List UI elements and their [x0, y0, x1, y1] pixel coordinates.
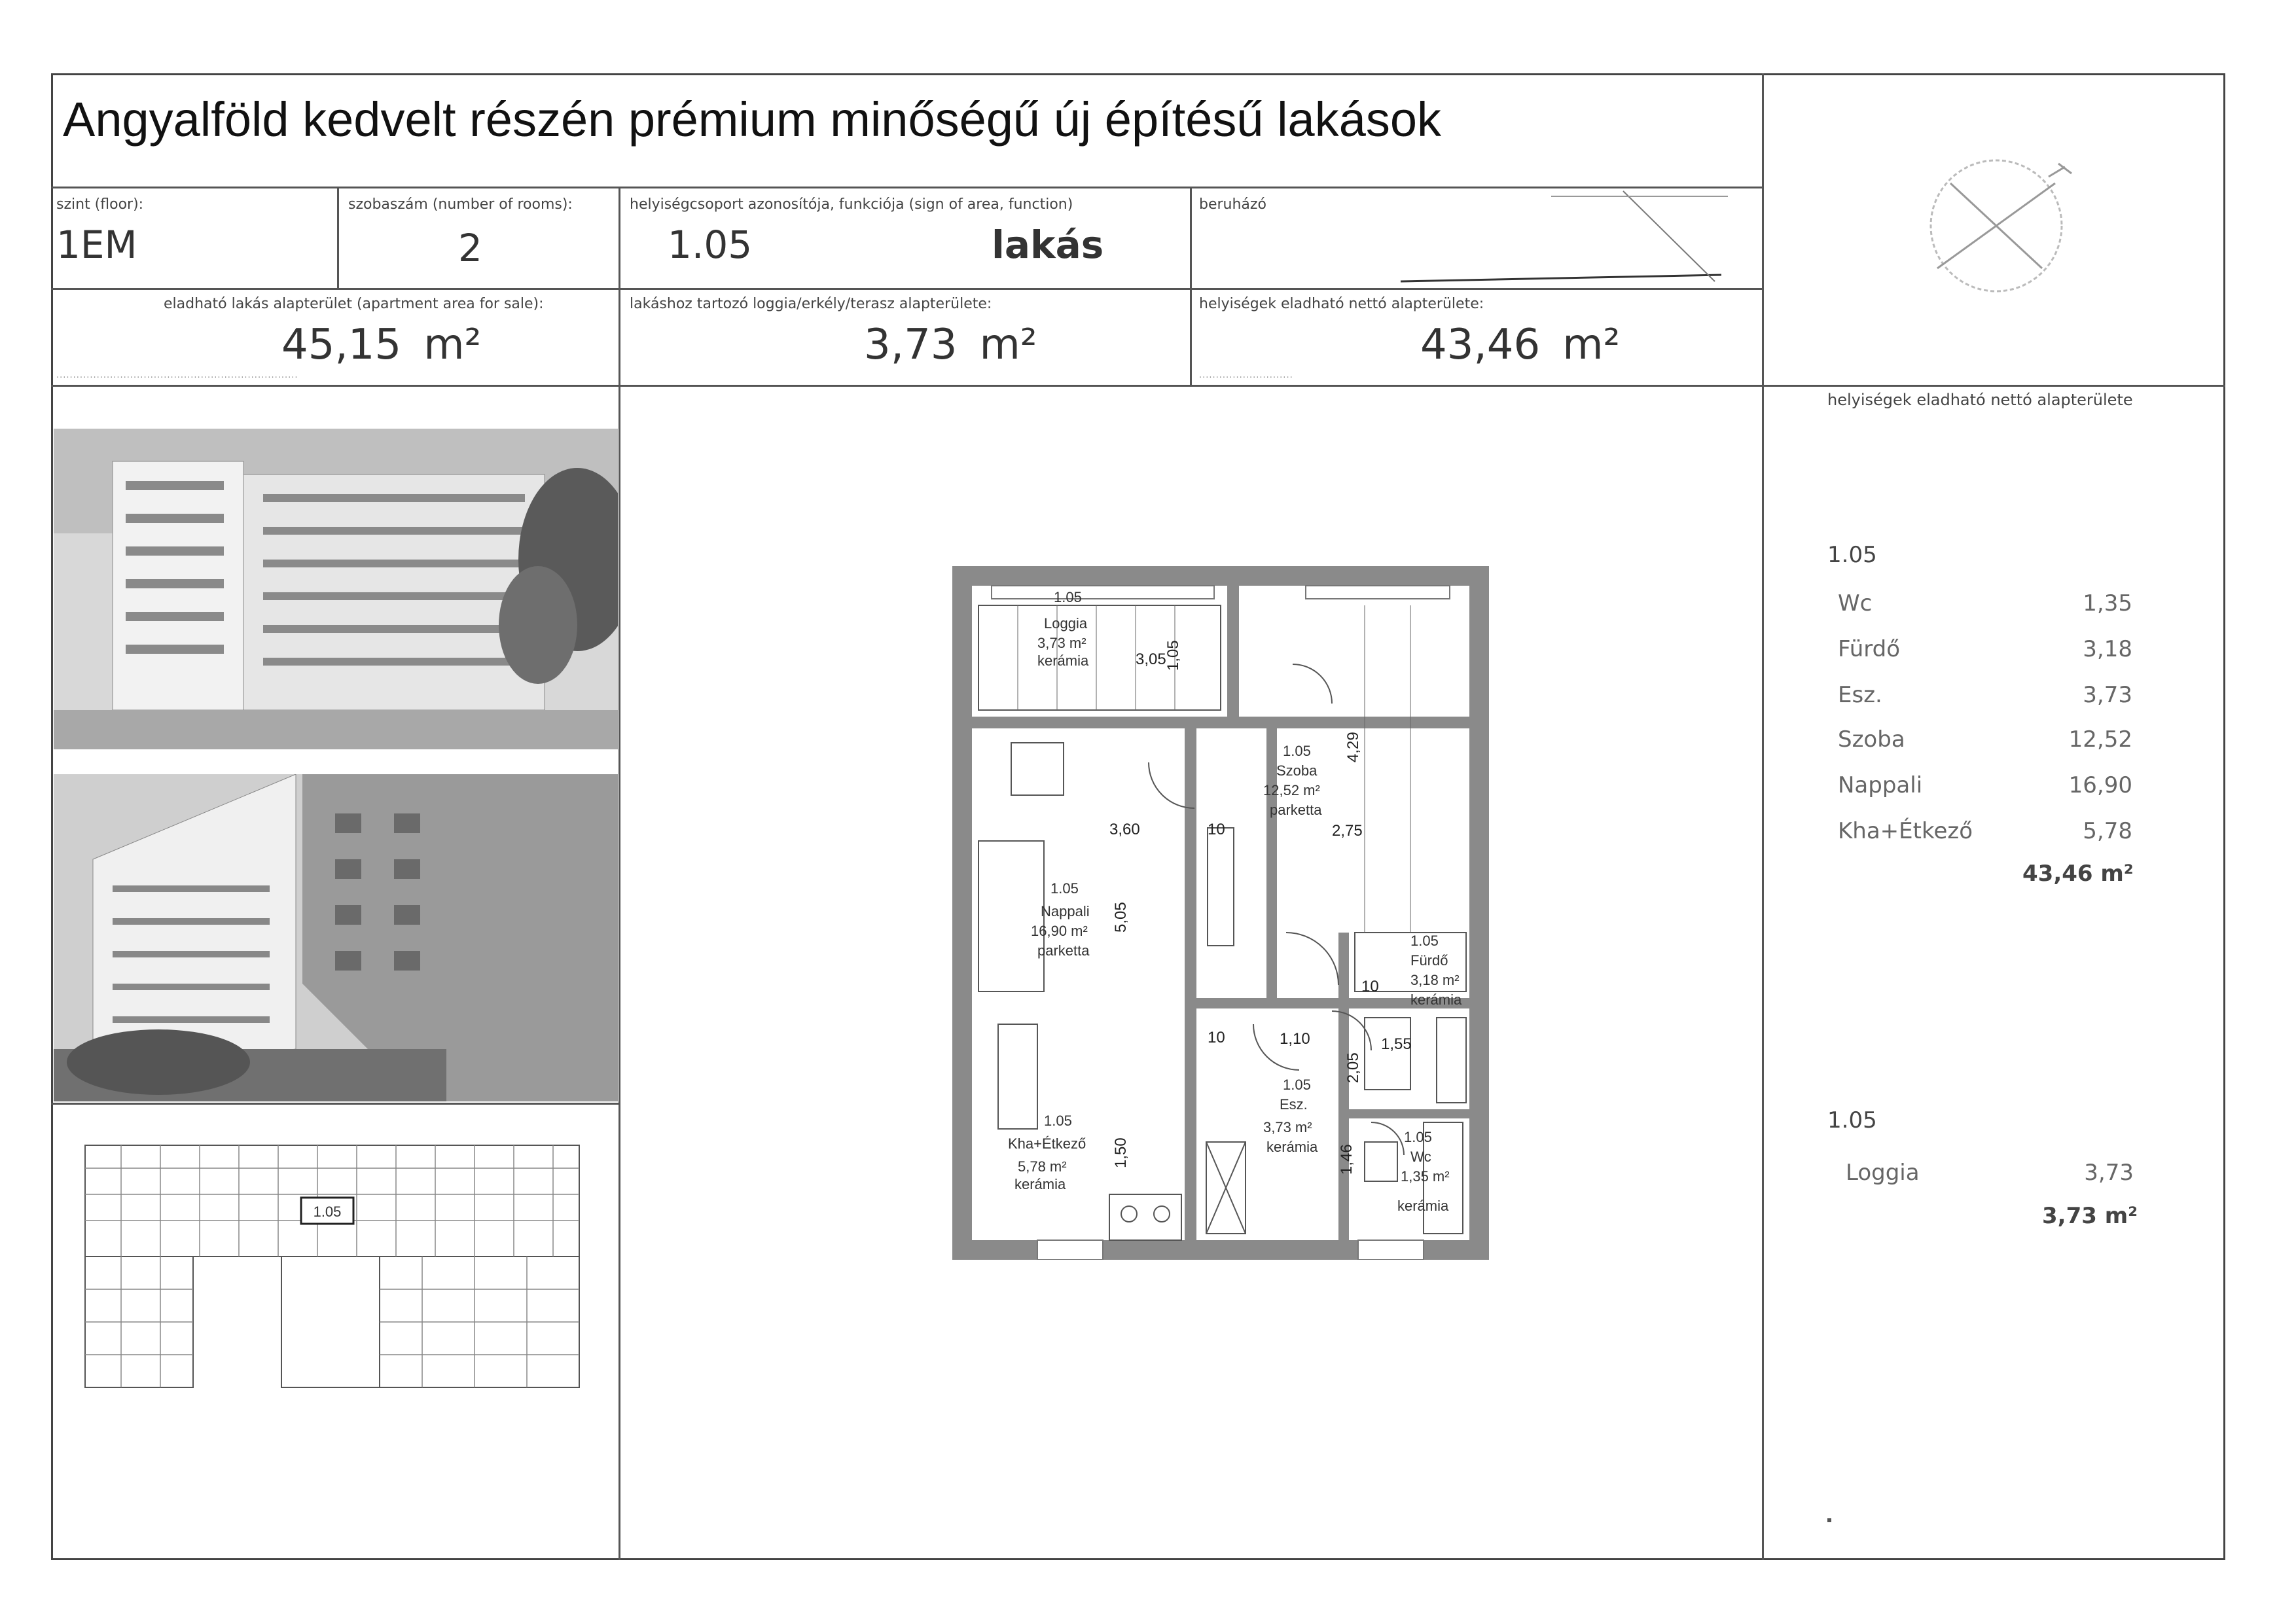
svg-text:1,35 m²: 1,35 m² — [1401, 1168, 1450, 1185]
summary-row: Fürdő 3,18 — [1838, 636, 2132, 662]
svg-text:Wc: Wc — [1410, 1149, 1431, 1165]
dimension-label: 2,75 — [1332, 822, 1363, 840]
svg-text:1.05: 1.05 — [1044, 1113, 1072, 1129]
building-rendering-2 — [54, 774, 618, 1101]
dimension-label: 10 — [1208, 821, 1225, 838]
loggia-area-value: 3,73 m² — [864, 321, 1037, 369]
svg-text:5,78 m²: 5,78 m² — [1018, 1158, 1067, 1175]
svg-text:3,73 m²: 3,73 m² — [1263, 1119, 1312, 1135]
rooms-value: 2 — [458, 226, 482, 270]
dimension-label: 1,05 — [1164, 640, 1182, 671]
svg-text:3,18 m²: 3,18 m² — [1410, 972, 1460, 988]
svg-text:1.05: 1.05 — [1283, 743, 1311, 759]
stamp-mark — [1374, 183, 1741, 288]
summary-caption: helyiségek eladható nettó alapterülete — [1827, 391, 2133, 409]
svg-text:parketta: parketta — [1270, 802, 1322, 818]
svg-text:1.05: 1.05 — [1050, 880, 1079, 897]
svg-text:parketta: parketta — [1037, 942, 1090, 959]
dimension-label: 10 — [1361, 978, 1379, 995]
summary-group1-total: 43,46 m² — [2022, 861, 2134, 887]
floor-caption: szint (floor): — [56, 196, 144, 213]
key-plan — [82, 1142, 586, 1391]
dimension-label: 3,60 — [1109, 821, 1140, 838]
area-id-caption: helyiségcsoport azonosítója, funkciója (sign of area, function) — [630, 196, 1073, 213]
dimension-label: 5,05 — [1112, 902, 1130, 933]
floor-value: 1EM — [56, 223, 137, 267]
dimension-label: 4,29 — [1344, 732, 1362, 762]
divider — [619, 187, 620, 1560]
summary-row: Esz. 3,73 — [1838, 682, 2132, 708]
summary-row: Nappali 16,90 — [1838, 772, 2132, 798]
dot-mark — [1827, 1518, 1831, 1522]
svg-text:3,73 m²: 3,73 m² — [1037, 635, 1086, 651]
floor-plan — [952, 566, 1489, 1260]
svg-text:Nappali: Nappali — [1041, 903, 1090, 919]
divider — [51, 1103, 619, 1105]
building-rendering-1 — [54, 429, 618, 749]
summary-group2-title: 1.05 — [1827, 1107, 1877, 1133]
svg-text:Loggia: Loggia — [1044, 615, 1088, 632]
svg-text:1.05: 1.05 — [1410, 933, 1439, 949]
dimension-label: 1,46 — [1338, 1144, 1355, 1175]
dimension-label: 3,05 — [1136, 651, 1166, 668]
summary-row: Szoba 12,52 — [1838, 726, 2132, 753]
summary-row: Loggia 3,73 — [1846, 1160, 2134, 1186]
svg-text:1.05: 1.05 — [1283, 1077, 1311, 1093]
dimension-label: 1,55 — [1381, 1035, 1412, 1053]
svg-text:kerámia: kerámia — [1037, 652, 1089, 669]
svg-text:Szoba: Szoba — [1276, 762, 1318, 779]
net-area-value: 43,46 m² — [1420, 321, 1621, 369]
dimension-label: 2,05 — [1344, 1052, 1362, 1083]
dimension-label: 1,10 — [1280, 1030, 1310, 1048]
status-caption: beruházó — [1199, 196, 1266, 213]
svg-text:kerámia: kerámia — [1266, 1139, 1318, 1155]
svg-text:16,90 m²: 16,90 m² — [1031, 923, 1088, 939]
divider — [51, 288, 1762, 290]
svg-text:1.05: 1.05 — [1404, 1129, 1432, 1145]
svg-text:12,52 m²: 12,52 m² — [1263, 782, 1320, 798]
loggia-area-caption: lakáshoz tartozó loggia/erkély/terasz alapterülete: — [630, 296, 992, 312]
svg-text:kerámia: kerámia — [1410, 991, 1462, 1008]
footnote-text: ········································································ — [56, 373, 298, 383]
svg-text:Esz.: Esz. — [1280, 1096, 1308, 1113]
summary-group2-total: 3,73 m² — [2042, 1203, 2138, 1229]
svg-text:kerámia: kerámia — [1014, 1176, 1066, 1192]
dimension-label: 1,50 — [1112, 1137, 1130, 1168]
summary-group1-title: 1.05 — [1827, 542, 1877, 568]
divider — [1762, 73, 1764, 1560]
area-id-value: 1.05 — [668, 223, 753, 267]
divider — [1190, 187, 1192, 386]
page-title: Angyalföld kedvelt részén prémium minőségű új építésű lakások — [63, 92, 1442, 147]
divider — [337, 187, 339, 288]
sale-area-caption: eladható lakás alapterület (apartment area for sale): — [164, 296, 544, 312]
summary-row: Kha+Étkező 5,78 — [1838, 818, 2132, 844]
function-value: lakás — [992, 223, 1104, 267]
north-compass-icon — [1911, 144, 2094, 301]
net-area-caption: helyiségek eladható nettó alapterülete: — [1199, 296, 1484, 312]
svg-text:Fürdő: Fürdő — [1410, 952, 1448, 969]
svg-text:kerámia: kerámia — [1397, 1198, 1449, 1214]
divider — [51, 385, 2225, 387]
summary-row: Wc 1,35 — [1838, 590, 2132, 616]
footnote-text: ···························· — [1199, 373, 1293, 383]
dimension-label: 10 — [1208, 1029, 1225, 1046]
sale-area-value: 45,15 m² — [281, 321, 482, 369]
keyplan-unit-label: 1.05 — [313, 1204, 342, 1220]
svg-text:1.05: 1.05 — [1054, 589, 1082, 605]
divider — [619, 187, 620, 386]
svg-text:Kha+Étkező: Kha+Étkező — [1008, 1135, 1086, 1152]
rooms-caption: szobaszám (number of rooms): — [348, 196, 573, 213]
